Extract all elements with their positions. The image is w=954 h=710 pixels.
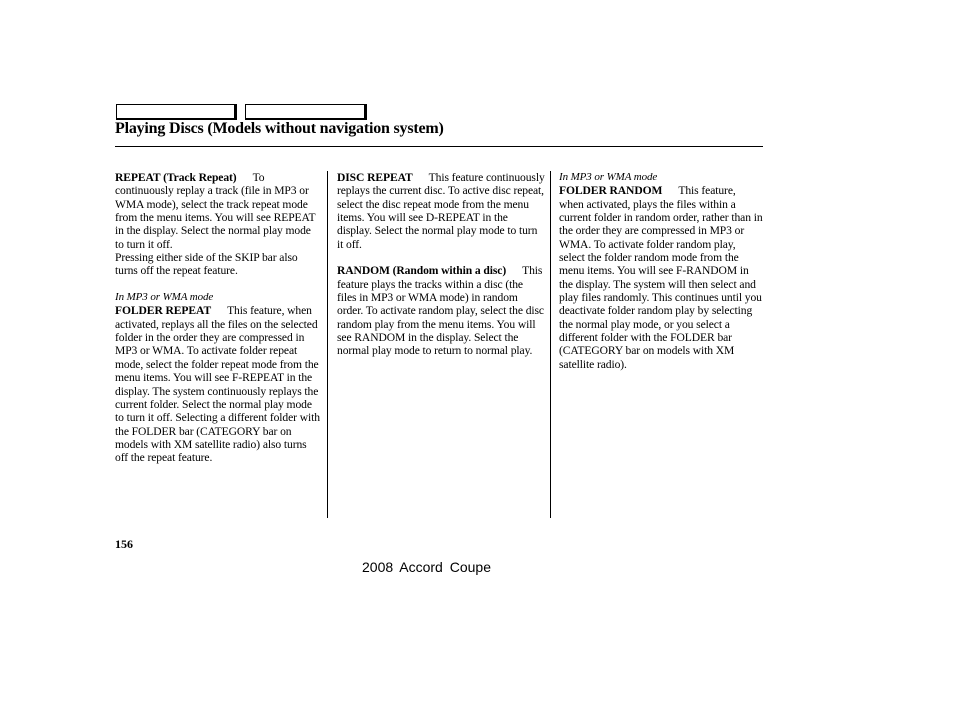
repeat-heading: REPEAT (Track Repeat)	[115, 171, 237, 184]
folder-random-text: This feature, when activated, plays the files within a current folder in random order, rather than in the order they are compressed in MP3 or WMA. To activate folder random play, select the folder random mode from the menu items. You will see F-RANDOM in the display. The system will then select and play files randomly. This continues until you deactivate folder random play by selecting the normal play mode, or you select a different folder with the FOLDER bar (CATEGORY bar on models with XM satellite radio).	[559, 184, 763, 371]
mode-label: In MP3 or WMA mode	[115, 291, 214, 304]
disc-repeat-paragraph	[337, 171, 545, 251]
section-tab-2[interactable]	[245, 104, 367, 120]
random-heading: RANDOM (Random within a disc)	[337, 264, 507, 278]
footer-model: 2008 Accord Coupe	[362, 559, 491, 575]
folder-repeat-heading: FOLDER REPEAT	[115, 304, 212, 318]
column-3	[559, 171, 763, 371]
title-rule	[115, 146, 763, 147]
page-number: 156	[115, 537, 133, 551]
disc-repeat-text: This feature continuously replays the current disc. To active disc repeat, select the disc repeat mode from the menu items. You will see D-REPEAT in the display. Select the normal play mode to turn it off.	[337, 171, 545, 251]
random-text: This feature plays the tracks within a disc (the files in MP3 or WMA mode) in random order. To activate random play, select the disc random play from the menu items. You will see RANDOM in the display. Select the normal play mode to return to normal play.	[337, 264, 544, 358]
section-tab-1[interactable]	[116, 104, 237, 120]
column-divider	[327, 171, 328, 518]
repeat-text: To continuously replay a track (file in MP3 or WMA mode), select the track repeat mode from the menu items. You will see REPEAT in the display. Select the normal play mode to turn it off.	[115, 171, 316, 251]
folder-repeat-text: This feature, when activated, replays all the files on the selected folder in the order they are compressed in MP3 or WMA. To activate folder repeat mode, select the folder repeat mode from the menu items. You will see F-REPEAT in the display. The system continuously replays the current folder. Select the normal play mode to turn it off. Selecting a different folder with the FOLDER bar (CATEGORY bar on models with XM satellite radio) also turns off the repeat feature.	[115, 304, 320, 465]
mode-label: In MP3 or WMA mode	[559, 171, 658, 183]
folder-repeat-paragraph	[115, 304, 321, 464]
column-divider	[550, 171, 551, 518]
disc-repeat-heading: DISC REPEAT	[337, 171, 413, 184]
column-1	[115, 171, 321, 465]
repeat-paragraph	[115, 171, 321, 251]
random-paragraph	[337, 264, 545, 357]
skip-paragraph: Pressing either side of the SKIP bar also turns off the repeat feature.	[115, 251, 298, 278]
column-2	[337, 171, 545, 358]
page-title: Playing Discs (Models without navigation system)	[115, 120, 444, 137]
folder-random-heading: FOLDER RANDOM	[559, 184, 663, 198]
folder-random-paragraph	[559, 184, 763, 371]
